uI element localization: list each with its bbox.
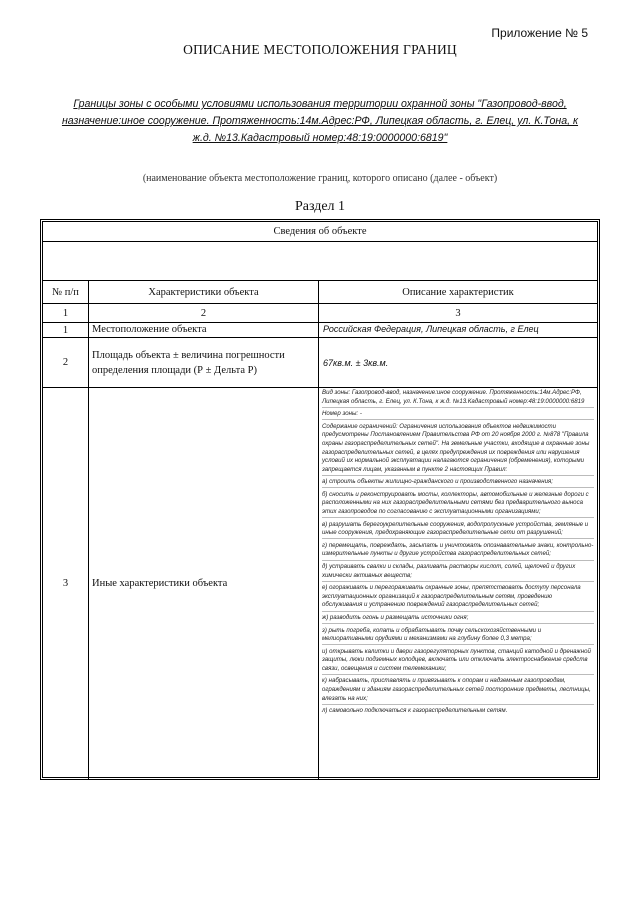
restriction-paragraph: е) огораживать и перегораживать охранные зоны, препятствовать доступу персонала эксплуатационных организаций к газораспределительным сетям, проведению обслуживания и устранению повреждений газораспределительных сетей; [322, 584, 594, 611]
table-column-numbers-row [43, 304, 597, 323]
header-description: Описание характеристик [402, 286, 514, 298]
restriction-paragraph: з) рыть погреба, копать и обрабатывать почву сельскохозяйственными и мелиоративными орудиями и механизмами на глубину более 0,3 метра; [322, 627, 594, 646]
object-name-caption: (наименование объекта местоположение границ, которого описано (далее - объект) [142, 173, 498, 184]
table-row [43, 338, 597, 388]
row-value: Российская Федерация, Липецкая область, г Елец [323, 324, 539, 334]
row-characteristic: Местоположение объекта [89, 323, 319, 337]
restriction-paragraph: к) набрасывать, приставлять и привязывать к опорам и надземным газопроводам, ограждениям и зданиям газораспределительных сетей посторонние предметы, лестницы, влезать на них; [322, 677, 594, 704]
column-number: 1 [43, 304, 89, 322]
restriction-paragraph: г) перемещать, повреждать, засыпать и уничтожать опознавательные знаки, контрольно-измерительные пункты и другие устройства газораспределительных сетей; [322, 542, 594, 561]
table-title-row [43, 222, 597, 242]
restriction-paragraph: Содержание ограничений: Ограничения использования объектов недвижимости предусмотрены Постановлением Правительства РФ от 20 ноября 2000 г. №878 "Правила охраны газораспределительных сетей". На земельные участки, входящие в охранные зоны газораспределительных сетей, в целях предупреждения их повреждения или нарушения условий их нормальной эксплуатации налагаются ограничения (обременения), которыми запрещается лицам, указанным в пункте 2 настоящих Правил: [322, 423, 594, 476]
row-characteristic: Иные характеристики объекта [92, 578, 228, 589]
restriction-paragraph: л) самовольно подключаться к газораспределительным сетям. [322, 707, 508, 715]
restriction-paragraph: Номер зоны: - [322, 410, 594, 420]
header-characteristic: Характеристики объекта [89, 281, 319, 303]
object-name: Границы зоны с особыми условиями использования территории охранной зоны "Газопровод-ввод, назначение:иное сооружение. Протяженность:14м.Адрес:РФ, Липецкая область, г. Елец, ул. К.Тона, к ж.д. №13.Кадастровый номер:48:19:0000000:6819" [61, 98, 579, 144]
table-row [43, 323, 597, 338]
section-title: Раздел 1 [294, 199, 346, 214]
table-title: Сведения об объекте [273, 226, 367, 237]
appendix-number: Приложение № 5 [491, 26, 588, 40]
table-header-row [43, 281, 597, 304]
other-characteristics-list [319, 388, 597, 779]
object-info-table [40, 219, 600, 780]
header-num: № п/п [43, 281, 89, 303]
column-number: 3 [455, 307, 461, 319]
row-number: 2 [43, 338, 89, 387]
table-spacer-row [43, 242, 597, 281]
row-characteristic: Площадь объекта ± величина погрешности определения площади (Р ± Дельта Р) [92, 349, 285, 376]
restriction-paragraph: б) сносить и реконструировать мосты, коллекторы, автомобильные и железные дороги с расположенными на них газораспределительными сетями без предварительного выноса этих газопроводов по согласованию с эксплуатационными организациями; [322, 491, 594, 518]
column-number: 2 [89, 304, 319, 322]
restriction-paragraph: и) открывать калитки и двери газорегуляторных пунктов, станций катодной и дренажной защиты, люки подземных колодцев, включать или отключать электроснабжение средств связи, освещения и систем телемеханики; [322, 648, 594, 675]
row-number: 3 [43, 388, 89, 779]
restriction-paragraph: Вид зоны: Газопровод-ввод, назначение:иное сооружение. Протяженность:14м.Адрес:РФ, Липецкая область, г. Елец, ул. К.Тона, к ж.д. №13.Кадастровый номер:48:19:0000000:6819 [322, 389, 594, 408]
row-number: 1 [43, 323, 89, 337]
restriction-paragraph: ж) разводить огонь и размещать источники огня; [322, 614, 594, 624]
row-value: 67кв.м. ± 3кв.м. [323, 357, 389, 368]
restriction-paragraph: д) устраивать свалки и склады, разливать растворы кислот, солей, щелочей и других химически активных веществ; [322, 563, 594, 582]
restriction-paragraph: а) строить объекты жилищно-гражданского и производственного назначения; [322, 478, 594, 488]
document-title: ОПИСАНИЕ МЕСТОПОЛОЖЕНИЯ ГРАНИЦ [183, 42, 457, 57]
table-row [43, 388, 597, 779]
restriction-paragraph: в) разрушать берегоукрепительные сооружения, водопропускные устройства, земляные и иные сооружения, предохраняющие газораспределительные сети от разрушений; [322, 521, 594, 540]
